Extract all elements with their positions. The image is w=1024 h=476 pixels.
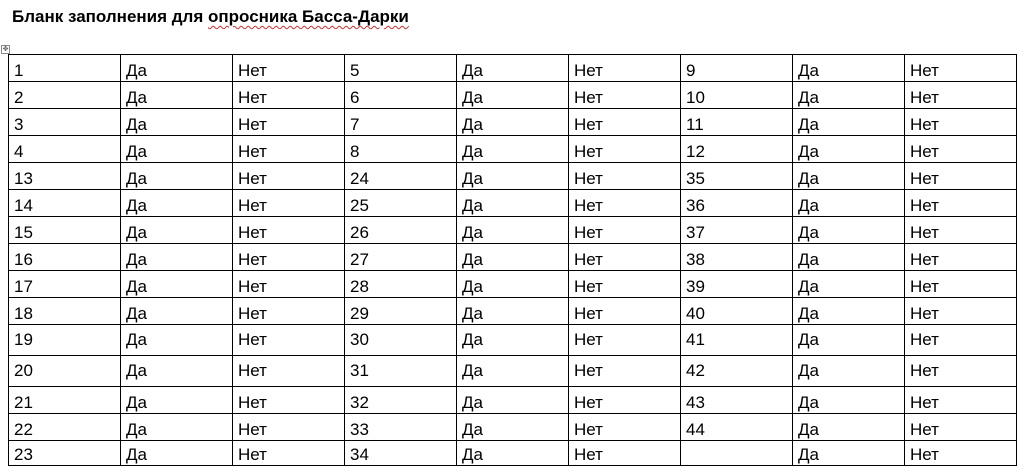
document-title bbox=[12, 6, 409, 28]
question-number-cell: 9 bbox=[681, 55, 793, 82]
answer-no-cell[interactable]: Нет bbox=[233, 271, 345, 298]
question-number-cell: 34 bbox=[345, 441, 457, 466]
question-number-cell: 28 bbox=[345, 271, 457, 298]
question-number-cell: 33 bbox=[345, 414, 457, 441]
table-row bbox=[9, 325, 1017, 356]
answer-yes-cell[interactable]: Да bbox=[457, 55, 569, 82]
question-number-cell: 40 bbox=[681, 298, 793, 325]
answer-yes-cell[interactable]: Да bbox=[457, 298, 569, 325]
answer-yes-cell[interactable]: Да bbox=[121, 414, 233, 441]
table-row bbox=[9, 387, 1017, 414]
answer-no-cell[interactable]: Нет bbox=[569, 441, 681, 466]
question-number-cell: 11 bbox=[681, 109, 793, 136]
answer-no-cell[interactable]: Нет bbox=[905, 55, 1017, 82]
answer-yes-cell[interactable]: Да bbox=[457, 82, 569, 109]
answer-no-cell[interactable]: Нет bbox=[569, 298, 681, 325]
answer-no-cell[interactable]: Нет bbox=[569, 325, 681, 356]
answer-yes-cell[interactable]: Да bbox=[457, 136, 569, 163]
answer-yes-cell[interactable]: Да bbox=[457, 190, 569, 217]
table-row bbox=[9, 271, 1017, 298]
answer-yes-cell[interactable]: Да bbox=[121, 217, 233, 244]
answer-yes-cell[interactable]: Да bbox=[457, 356, 569, 387]
answer-no-cell[interactable]: Нет bbox=[233, 298, 345, 325]
question-number-cell: 43 bbox=[681, 387, 793, 414]
question-number-cell bbox=[681, 441, 793, 466]
answer-no-cell[interactable]: Нет bbox=[569, 244, 681, 271]
question-number-cell: 2 bbox=[9, 82, 121, 109]
answer-no-cell[interactable]: Нет bbox=[905, 217, 1017, 244]
answer-no-cell[interactable]: Нет bbox=[233, 163, 345, 190]
answer-no-cell[interactable]: Нет bbox=[569, 190, 681, 217]
question-number-cell: 38 bbox=[681, 244, 793, 271]
answer-no-cell[interactable]: Нет bbox=[905, 109, 1017, 136]
answer-yes-cell[interactable]: Да bbox=[793, 109, 905, 136]
answer-yes-cell[interactable]: Да bbox=[793, 244, 905, 271]
question-number-cell: 29 bbox=[345, 298, 457, 325]
question-number-cell: 37 bbox=[681, 217, 793, 244]
document-title-prefix: Бланк заполнения для bbox=[12, 7, 208, 26]
table-row bbox=[9, 441, 1017, 466]
answer-yes-cell[interactable]: Да bbox=[121, 190, 233, 217]
answer-table bbox=[8, 54, 1017, 466]
table-row bbox=[9, 414, 1017, 441]
answer-no-cell[interactable]: Нет bbox=[905, 414, 1017, 441]
question-number-cell: 14 bbox=[9, 190, 121, 217]
answer-no-cell[interactable]: Нет bbox=[905, 325, 1017, 356]
answer-yes-cell[interactable]: Да bbox=[793, 414, 905, 441]
question-number-cell: 21 bbox=[9, 387, 121, 414]
answer-no-cell[interactable]: Нет bbox=[569, 217, 681, 244]
answer-no-cell[interactable]: Нет bbox=[905, 244, 1017, 271]
answer-no-cell[interactable]: Нет bbox=[569, 414, 681, 441]
answer-no-cell[interactable]: Нет bbox=[233, 217, 345, 244]
answer-yes-cell[interactable]: Да bbox=[793, 298, 905, 325]
answer-no-cell[interactable]: Нет bbox=[905, 271, 1017, 298]
question-number-cell: 35 bbox=[681, 163, 793, 190]
answer-no-cell[interactable]: Нет bbox=[233, 414, 345, 441]
answer-no-cell[interactable]: Нет bbox=[569, 163, 681, 190]
answer-no-cell[interactable]: Нет bbox=[233, 109, 345, 136]
answer-no-cell[interactable]: Нет bbox=[905, 298, 1017, 325]
table-row bbox=[9, 217, 1017, 244]
question-number-cell: 12 bbox=[681, 136, 793, 163]
answer-no-cell[interactable]: Нет bbox=[233, 244, 345, 271]
question-number-cell: 25 bbox=[345, 190, 457, 217]
table-row bbox=[9, 109, 1017, 136]
question-number-cell: 30 bbox=[345, 325, 457, 356]
answer-yes-cell[interactable]: Да bbox=[121, 163, 233, 190]
answer-yes-cell[interactable]: Да bbox=[457, 217, 569, 244]
answer-no-cell[interactable]: Нет bbox=[233, 55, 345, 82]
table-row bbox=[9, 244, 1017, 271]
answer-yes-cell[interactable]: Да bbox=[793, 387, 905, 414]
answer-yes-cell[interactable]: Да bbox=[457, 271, 569, 298]
question-number-cell: 22 bbox=[9, 414, 121, 441]
answer-no-cell[interactable]: Нет bbox=[233, 82, 345, 109]
answer-yes-cell[interactable]: Да bbox=[457, 109, 569, 136]
answer-no-cell[interactable]: Нет bbox=[233, 136, 345, 163]
question-number-cell: 23 bbox=[9, 441, 121, 466]
answer-no-cell[interactable]: Нет bbox=[569, 82, 681, 109]
answer-no-cell[interactable]: Нет bbox=[569, 271, 681, 298]
answer-yes-cell[interactable]: Да bbox=[793, 55, 905, 82]
answer-no-cell[interactable]: Нет bbox=[233, 441, 345, 466]
answer-table-body bbox=[9, 55, 1017, 466]
answer-yes-cell[interactable]: Да bbox=[457, 387, 569, 414]
question-number-cell: 5 bbox=[345, 55, 457, 82]
question-number-cell: 16 bbox=[9, 244, 121, 271]
question-number-cell: 15 bbox=[9, 217, 121, 244]
answer-yes-cell[interactable]: Да bbox=[121, 387, 233, 414]
question-number-cell: 10 bbox=[681, 82, 793, 109]
answer-yes-cell[interactable]: Да bbox=[793, 163, 905, 190]
answer-yes-cell[interactable]: Да bbox=[793, 217, 905, 244]
answer-no-cell[interactable]: Нет bbox=[233, 325, 345, 356]
question-number-cell: 8 bbox=[345, 136, 457, 163]
answer-no-cell[interactable]: Нет bbox=[905, 441, 1017, 466]
document-title-spellcheck: опросника Басса-Дарки bbox=[208, 7, 409, 26]
table-row bbox=[9, 55, 1017, 82]
question-number-cell: 20 bbox=[9, 356, 121, 387]
table-move-handle-icon[interactable]: ✥ bbox=[2, 45, 9, 53]
table-row bbox=[9, 163, 1017, 190]
question-number-cell: 31 bbox=[345, 356, 457, 387]
answer-no-cell[interactable]: Нет bbox=[905, 82, 1017, 109]
answer-yes-cell[interactable]: Да bbox=[793, 82, 905, 109]
question-number-cell: 32 bbox=[345, 387, 457, 414]
answer-no-cell[interactable]: Нет bbox=[905, 356, 1017, 387]
table-row bbox=[9, 356, 1017, 387]
table-row bbox=[9, 136, 1017, 163]
question-number-cell: 27 bbox=[345, 244, 457, 271]
question-number-cell: 3 bbox=[9, 109, 121, 136]
answer-no-cell[interactable]: Нет bbox=[905, 387, 1017, 414]
question-number-cell: 18 bbox=[9, 298, 121, 325]
answer-yes-cell[interactable]: Да bbox=[457, 325, 569, 356]
answer-no-cell[interactable]: Нет bbox=[233, 387, 345, 414]
answer-no-cell[interactable]: Нет bbox=[569, 109, 681, 136]
answer-no-cell[interactable]: Нет bbox=[569, 55, 681, 82]
answer-yes-cell[interactable]: Да bbox=[121, 441, 233, 466]
answer-yes-cell[interactable]: Да bbox=[457, 163, 569, 190]
answer-yes-cell[interactable]: Да bbox=[121, 356, 233, 387]
question-number-cell: 24 bbox=[345, 163, 457, 190]
question-number-cell: 26 bbox=[345, 217, 457, 244]
answer-yes-cell[interactable]: Да bbox=[457, 441, 569, 466]
question-number-cell: 6 bbox=[345, 82, 457, 109]
answer-yes-cell[interactable]: Да bbox=[121, 271, 233, 298]
question-number-cell: 41 bbox=[681, 325, 793, 356]
answer-yes-cell[interactable]: Да bbox=[793, 136, 905, 163]
question-number-cell: 4 bbox=[9, 136, 121, 163]
question-number-cell: 13 bbox=[9, 163, 121, 190]
question-number-cell: 17 bbox=[9, 271, 121, 298]
question-number-cell: 36 bbox=[681, 190, 793, 217]
question-number-cell: 39 bbox=[681, 271, 793, 298]
answer-yes-cell[interactable]: Да bbox=[121, 325, 233, 356]
answer-yes-cell[interactable]: Да bbox=[121, 298, 233, 325]
question-number-cell: 1 bbox=[9, 55, 121, 82]
answer-no-cell[interactable]: Нет bbox=[233, 356, 345, 387]
answer-yes-cell[interactable]: Да bbox=[121, 55, 233, 82]
answer-no-cell[interactable]: Нет bbox=[905, 163, 1017, 190]
question-number-cell: 42 bbox=[681, 356, 793, 387]
table-row bbox=[9, 190, 1017, 217]
answer-no-cell[interactable]: Нет bbox=[905, 190, 1017, 217]
answer-no-cell[interactable]: Нет bbox=[905, 136, 1017, 163]
answer-yes-cell[interactable]: Да bbox=[457, 414, 569, 441]
answer-yes-cell[interactable]: Да bbox=[121, 244, 233, 271]
answer-yes-cell[interactable]: Да bbox=[121, 82, 233, 109]
answer-yes-cell[interactable]: Да bbox=[793, 441, 905, 466]
answer-no-cell[interactable]: Нет bbox=[569, 356, 681, 387]
answer-yes-cell[interactable]: Да bbox=[793, 356, 905, 387]
answer-no-cell[interactable]: Нет bbox=[569, 136, 681, 163]
answer-yes-cell[interactable]: Да bbox=[457, 244, 569, 271]
table-row bbox=[9, 82, 1017, 109]
answer-yes-cell[interactable]: Да bbox=[121, 109, 233, 136]
answer-no-cell[interactable]: Нет bbox=[569, 387, 681, 414]
table-row bbox=[9, 298, 1017, 325]
answer-yes-cell[interactable]: Да bbox=[793, 271, 905, 298]
answer-yes-cell[interactable]: Да bbox=[793, 325, 905, 356]
answer-no-cell[interactable]: Нет bbox=[233, 190, 345, 217]
question-number-cell: 7 bbox=[345, 109, 457, 136]
question-number-cell: 19 bbox=[9, 325, 121, 356]
answer-yes-cell[interactable]: Да bbox=[793, 190, 905, 217]
answer-yes-cell[interactable]: Да bbox=[121, 136, 233, 163]
question-number-cell: 44 bbox=[681, 414, 793, 441]
